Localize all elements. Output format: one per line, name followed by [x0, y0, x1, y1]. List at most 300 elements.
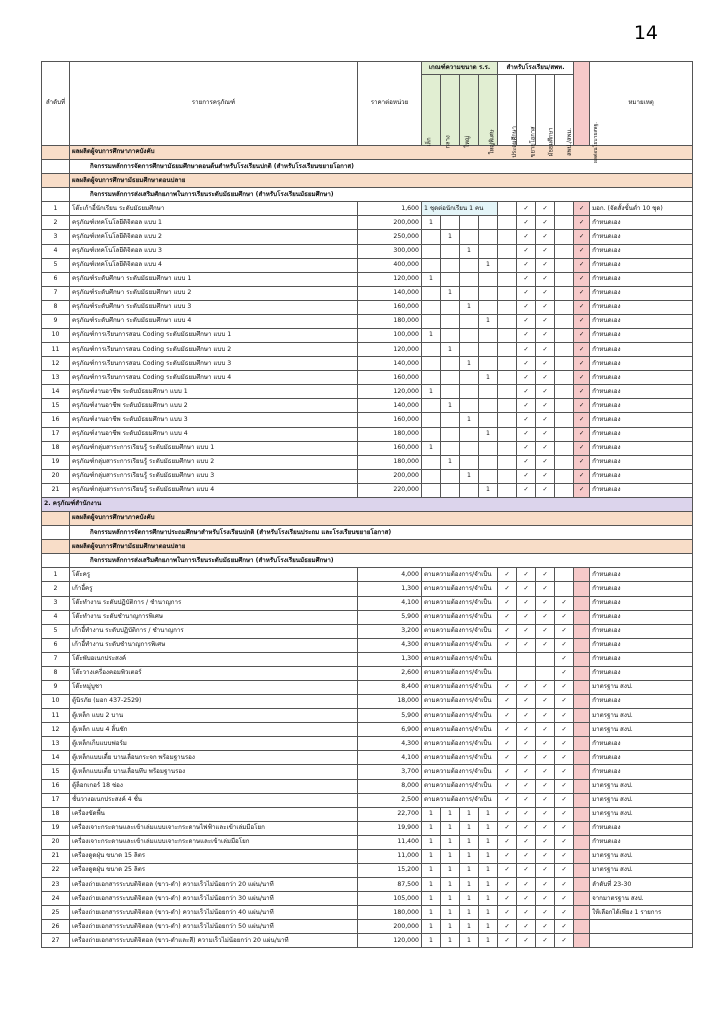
- row-no: 5: [42, 258, 70, 272]
- row-check-cell: ✓: [555, 610, 574, 624]
- section-row: [42, 497, 693, 511]
- page-number: 14: [633, 22, 658, 44]
- row-check-cell: ✓: [536, 357, 555, 371]
- row-check-cell: ✓: [555, 906, 574, 920]
- row-check-cell: [555, 427, 574, 441]
- row-price: 5,900: [358, 709, 422, 723]
- row-check-cell: ✓: [555, 779, 574, 793]
- row-check-cell: ✓: [517, 483, 536, 497]
- row-size-cell: 1: [479, 371, 498, 385]
- table-row: [42, 906, 693, 920]
- row-no: 10: [42, 695, 70, 709]
- table-row: [42, 751, 693, 765]
- row-check-cell: ✓: [517, 892, 536, 906]
- row-size-merged: ตามความต้องการ/จำเป็น: [422, 695, 498, 709]
- row-price: 400,000: [358, 258, 422, 272]
- row-no: 4: [42, 244, 70, 258]
- row-check-cell: ✓: [555, 821, 574, 835]
- row-priority-cell: [574, 892, 590, 906]
- row-remark: กำหนดเอง: [590, 483, 693, 497]
- row-priority-cell: [574, 723, 590, 737]
- row-item: ครุภัณฑ์งานอาชีพ ระดับมัธยมศึกษา แบบ 2: [70, 399, 358, 413]
- row-check-cell: ✓: [517, 906, 536, 920]
- row-check-cell: ✓: [517, 469, 536, 483]
- header-school-col: ประถมศึกษา: [498, 75, 517, 146]
- row-check-cell: ✓: [498, 920, 517, 934]
- row-check-cell: ✓: [517, 385, 536, 399]
- row-price: 4,100: [358, 596, 422, 610]
- row-item: ตู้เหล็กเก็บแบบฟอร์ม: [70, 737, 358, 751]
- row-price: 3,200: [358, 624, 422, 638]
- row-check-cell: [498, 329, 517, 343]
- row-check-cell: ✓: [517, 286, 536, 300]
- row-item: เครื่องถ่ายเอกสารระบบดิจิตอล (ขาว-ดำ) ความเร็วไม่น้อยกว่า 30 แผ่น/นาที: [70, 892, 358, 906]
- row-no: 2: [42, 582, 70, 596]
- row-check-cell: [498, 314, 517, 328]
- table-row: [42, 624, 693, 638]
- row-size-cell: [479, 300, 498, 314]
- row-check-cell: ✓: [555, 892, 574, 906]
- row-price: 180,000: [358, 906, 422, 920]
- row-size-cell: 1: [479, 821, 498, 835]
- row-remark: ลำดับที่ 23-30: [590, 878, 693, 892]
- row-size-cell: [422, 286, 441, 300]
- row-no: 20: [42, 835, 70, 849]
- row-size-cell: 1: [460, 892, 479, 906]
- row-check-cell: ✓: [536, 723, 555, 737]
- header-item: รายการครุภัณฑ์: [70, 62, 358, 146]
- row-price: 160,000: [358, 441, 422, 455]
- row-size-cell: 1: [441, 934, 460, 948]
- row-check-cell: [498, 399, 517, 413]
- row-check-cell: ✓: [536, 765, 555, 779]
- row-remark: กำหนดเอง: [590, 329, 693, 343]
- row-check-cell: ✓: [536, 793, 555, 807]
- row-size-cell: [479, 329, 498, 343]
- table-row: [42, 483, 693, 497]
- row-check-cell: ✓: [536, 329, 555, 343]
- row-size-cell: [441, 329, 460, 343]
- row-priority-cell: [574, 695, 590, 709]
- row-priority-cell: [574, 793, 590, 807]
- header-school-col: สพป./สพม.: [555, 75, 574, 146]
- table-row: [42, 807, 693, 821]
- section-row: [42, 554, 693, 568]
- row-check-cell: ✓: [517, 863, 536, 877]
- row-check-cell: ✓: [498, 582, 517, 596]
- row-check-cell: ✓: [517, 821, 536, 835]
- row-item: โต๊ะวางเครื่องคอมพิวเตอร์: [70, 666, 358, 680]
- row-size-cell: [460, 385, 479, 399]
- row-size-cell: [479, 357, 498, 371]
- row-price: 105,000: [358, 892, 422, 906]
- section-title: กิจกรรมหลักการจัดการศึกษาประถมศึกษาสำหรับโรงเรียนปกติ (สำหรับโรงเรียนประถม และโรงเรียนขยายโอกาส): [70, 526, 693, 540]
- row-item: เครื่องถ่ายเอกสารระบบดิจิตอล (ขาว-ดำ) ความเร็วไม่น้อยกว่า 40 แผ่น/นาที: [70, 906, 358, 920]
- section-no-cell: [42, 526, 70, 540]
- row-check-cell: [555, 300, 574, 314]
- row-size-cell: [460, 427, 479, 441]
- section-title: กิจกรรมหลักการจัดการศึกษามัธยมศึกษาตอนต้นสำหรับโรงเรียนปกติ (สำหรับโรงเรียนขยายโอกาส): [70, 160, 693, 174]
- table-row: [42, 202, 693, 216]
- row-priority-cell: [574, 582, 590, 596]
- row-check-cell: [498, 230, 517, 244]
- row-priority-cell: ✓: [574, 300, 590, 314]
- row-remark: กำหนดเอง: [590, 610, 693, 624]
- row-remark: กำหนดเอง: [590, 666, 693, 680]
- row-item: ครุภัณฑ์เทคโนโลยีดิจิตอล แบบ 2: [70, 230, 358, 244]
- row-item: ครุภัณฑ์ระดับศึกษา ระดับมัธยมศึกษา แบบ 2: [70, 286, 358, 300]
- row-price: 160,000: [358, 371, 422, 385]
- row-price: 200,000: [358, 469, 422, 483]
- table-row: [42, 709, 693, 723]
- row-item: เครื่องถ่ายเอกสารระบบดิจิตอล (ขาว-ดำ) ความเร็วไม่น้อยกว่า 50 แผ่น/นาที: [70, 920, 358, 934]
- row-priority-cell: ✓: [574, 399, 590, 413]
- row-check-cell: ✓: [498, 863, 517, 877]
- row-item: เครื่องเจาะกระดาษและเข้าเล่มแบบเจาะกระดาษไฟฟ้าและเข้าเล่มมือโยก: [70, 821, 358, 835]
- row-check-cell: ✓: [555, 835, 574, 849]
- row-size-cell: 1: [441, 849, 460, 863]
- row-check-cell: ✓: [555, 793, 574, 807]
- row-check-cell: ✓: [517, 455, 536, 469]
- row-no: 15: [42, 399, 70, 413]
- row-size-cell: 1: [422, 385, 441, 399]
- row-size-cell: 1: [441, 878, 460, 892]
- table-row: [42, 582, 693, 596]
- row-size-cell: [441, 469, 460, 483]
- row-check-cell: ✓: [536, 314, 555, 328]
- row-priority-cell: ✓: [574, 202, 590, 216]
- table-row: [42, 723, 693, 737]
- row-priority-cell: [574, 596, 590, 610]
- row-size-merged: ตามความต้องการ/จำเป็น: [422, 666, 498, 680]
- row-check-cell: [555, 286, 574, 300]
- row-check-cell: [498, 455, 517, 469]
- table-row: [42, 300, 693, 314]
- row-check-cell: ✓: [498, 568, 517, 582]
- row-no: 15: [42, 765, 70, 779]
- row-check-cell: ✓: [517, 230, 536, 244]
- row-size-cell: 1: [479, 314, 498, 328]
- row-size-cell: [422, 455, 441, 469]
- row-remark: ให้เลือกได้เพียง 1 รายการ: [590, 906, 693, 920]
- row-priority-cell: ✓: [574, 413, 590, 427]
- table-row: [42, 329, 693, 343]
- row-remark: กำหนดเอง: [590, 314, 693, 328]
- row-check-cell: ✓: [536, 469, 555, 483]
- row-check-cell: ✓: [517, 441, 536, 455]
- row-item: ตู้ล็อกเกอร์ 18 ช่อง: [70, 779, 358, 793]
- row-size-cell: [460, 441, 479, 455]
- table-row: [42, 343, 693, 357]
- row-remark: มาตรฐาน สงป.: [590, 849, 693, 863]
- row-check-cell: ✓: [517, 314, 536, 328]
- row-priority-cell: ✓: [574, 230, 590, 244]
- row-size-cell: 1: [422, 329, 441, 343]
- row-size-merged: ตามความต้องการ/จำเป็น: [422, 680, 498, 694]
- row-check-cell: [536, 666, 555, 680]
- header-school-group: สำหรับโรงเรียน/สพท.: [498, 62, 574, 75]
- header-size-col: ใหญ่พิเศษ: [479, 75, 498, 146]
- row-no: 8: [42, 666, 70, 680]
- row-no: 18: [42, 807, 70, 821]
- row-priority-cell: ✓: [574, 385, 590, 399]
- row-price: 100,000: [358, 329, 422, 343]
- row-priority-cell: ✓: [574, 272, 590, 286]
- table-row: [42, 835, 693, 849]
- row-price: 4,300: [358, 737, 422, 751]
- header-remark: หมายเหตุ: [590, 62, 693, 146]
- row-item: ครุภัณฑ์ระดับศึกษา ระดับมัธยมศึกษา แบบ 4: [70, 314, 358, 328]
- row-size-cell: 1: [441, 906, 460, 920]
- row-size-cell: 1: [479, 906, 498, 920]
- row-check-cell: ✓: [517, 723, 536, 737]
- row-priority-cell: ✓: [574, 441, 590, 455]
- row-check-cell: [555, 371, 574, 385]
- row-item: ครุภัณฑ์กลุ่มสาระการเรียนรู้ ระดับมัธยมศึกษา แบบ 1: [70, 441, 358, 455]
- row-check-cell: [498, 371, 517, 385]
- row-no: 26: [42, 920, 70, 934]
- row-size-cell: 1: [460, 835, 479, 849]
- row-check-cell: [498, 413, 517, 427]
- table-row: [42, 427, 693, 441]
- row-remark: กำหนดเอง: [590, 272, 693, 286]
- row-size-cell: [460, 343, 479, 357]
- row-size-cell: [441, 413, 460, 427]
- row-size-cell: 1: [479, 849, 498, 863]
- row-item: เก้าอี้ทำงาน ระดับชำนาญการพิเศษ: [70, 638, 358, 652]
- row-check-cell: [555, 329, 574, 343]
- row-check-cell: ✓: [555, 695, 574, 709]
- row-check-cell: ✓: [498, 849, 517, 863]
- row-item: ชั้นวางอเนกประสงค์ 4 ชั้น: [70, 793, 358, 807]
- row-no: 16: [42, 413, 70, 427]
- row-size-cell: 1: [441, 286, 460, 300]
- row-check-cell: ✓: [536, 343, 555, 357]
- row-check-cell: ✓: [517, 272, 536, 286]
- table-row: [42, 779, 693, 793]
- table-row: [42, 244, 693, 258]
- row-no: 9: [42, 314, 70, 328]
- row-size-cell: [441, 300, 460, 314]
- row-size-cell: 1: [422, 821, 441, 835]
- row-size-cell: [460, 258, 479, 272]
- row-priority-cell: [574, 624, 590, 638]
- row-size-cell: 1: [479, 258, 498, 272]
- row-item: ครุภัณฑ์การเรียนการสอน Coding ระดับมัธยมศึกษา แบบ 2: [70, 343, 358, 357]
- row-priority-cell: [574, 652, 590, 666]
- table-row: [42, 413, 693, 427]
- row-size-cell: [422, 357, 441, 371]
- row-priority-cell: ✓: [574, 371, 590, 385]
- row-remark: มาตรฐาน สงป.: [590, 680, 693, 694]
- row-check-cell: ✓: [517, 343, 536, 357]
- row-check-cell: ✓: [555, 849, 574, 863]
- row-remark: กำหนดเอง: [590, 230, 693, 244]
- row-check-cell: [498, 343, 517, 357]
- row-item: เครื่องดูดฝุ่น ขนาด 15 ลิตร: [70, 849, 358, 863]
- row-remark: มาตรฐาน สงป.: [590, 807, 693, 821]
- row-priority-cell: [574, 680, 590, 694]
- row-no: 7: [42, 286, 70, 300]
- row-check-cell: ✓: [555, 666, 574, 680]
- table-row: [42, 314, 693, 328]
- row-remark: กำหนดเอง: [590, 413, 693, 427]
- row-size-cell: 1: [479, 878, 498, 892]
- row-item: ครุภัณฑ์เทคโนโลยีดิจิตอล แบบ 3: [70, 244, 358, 258]
- row-size-cell: [441, 216, 460, 230]
- section-row: [42, 540, 693, 554]
- row-item: โต๊ะครู: [70, 568, 358, 582]
- row-item: ครุภัณฑ์เทคโนโลยีดิจิตอล แบบ 4: [70, 258, 358, 272]
- row-priority-cell: [574, 878, 590, 892]
- row-size-cell: [479, 244, 498, 258]
- row-size-cell: 1: [460, 920, 479, 934]
- row-remark: กำหนดเอง: [590, 244, 693, 258]
- row-check-cell: ✓: [517, 878, 536, 892]
- row-check-cell: ✓: [498, 821, 517, 835]
- table-row: [42, 258, 693, 272]
- section-row: [42, 526, 693, 540]
- row-check-cell: ✓: [498, 878, 517, 892]
- row-check-cell: ✓: [536, 835, 555, 849]
- row-size-cell: 1: [479, 892, 498, 906]
- row-size-merged: ตามความต้องการ/จำเป็น: [422, 723, 498, 737]
- row-check-cell: [555, 455, 574, 469]
- row-check-cell: [498, 469, 517, 483]
- table-row: [42, 863, 693, 877]
- row-check-cell: ✓: [498, 638, 517, 652]
- row-priority-cell: [574, 835, 590, 849]
- row-size-cell: 1: [460, 849, 479, 863]
- row-no: 9: [42, 680, 70, 694]
- row-item: เก้าอี้ทำงาน ระดับปฏิบัติการ / ชำนาญการ: [70, 624, 358, 638]
- row-priority-cell: [574, 737, 590, 751]
- row-priority-cell: [574, 849, 590, 863]
- row-price: 140,000: [358, 399, 422, 413]
- table-row: [42, 357, 693, 371]
- row-price: 4,100: [358, 751, 422, 765]
- row-check-cell: ✓: [517, 835, 536, 849]
- row-remark: กำหนดเอง: [590, 258, 693, 272]
- table-row: [42, 568, 693, 582]
- row-price: 4,000: [358, 568, 422, 582]
- row-check-cell: [498, 666, 517, 680]
- row-no: 14: [42, 751, 70, 765]
- row-check-cell: ✓: [536, 568, 555, 582]
- row-size-cell: [422, 399, 441, 413]
- row-no: 8: [42, 300, 70, 314]
- row-size-cell: 1: [441, 807, 460, 821]
- row-remark: มอก. (จัดสั้งขั้นต่ำ 10 ชุด): [590, 202, 693, 216]
- row-price: 8,400: [358, 680, 422, 694]
- row-size-cell: 1: [422, 892, 441, 906]
- row-check-cell: ✓: [536, 906, 555, 920]
- row-priority-cell: [574, 821, 590, 835]
- row-size-merged: ตามความต้องการ/จำเป็น: [422, 751, 498, 765]
- table-row: [42, 765, 693, 779]
- row-check-cell: [555, 314, 574, 328]
- row-size-cell: 1: [441, 892, 460, 906]
- row-check-cell: ✓: [555, 863, 574, 877]
- row-no: 5: [42, 624, 70, 638]
- row-check-cell: [498, 357, 517, 371]
- row-size-cell: [479, 343, 498, 357]
- section-title: ผลผลิตผู้จบการศึกษามัธยมศึกษาตอนปลาย: [70, 174, 693, 188]
- row-no: 21: [42, 849, 70, 863]
- row-no: 22: [42, 863, 70, 877]
- table-row: [42, 892, 693, 906]
- row-check-cell: [498, 244, 517, 258]
- row-check-cell: ✓: [517, 413, 536, 427]
- row-size-cell: [422, 300, 441, 314]
- row-check-cell: ✓: [555, 652, 574, 666]
- row-no: 25: [42, 906, 70, 920]
- row-check-cell: ✓: [536, 385, 555, 399]
- row-size-cell: [460, 483, 479, 497]
- row-no: 7: [42, 652, 70, 666]
- row-no: 17: [42, 793, 70, 807]
- row-check-cell: ✓: [517, 399, 536, 413]
- row-price: 180,000: [358, 455, 422, 469]
- row-size-cell: [441, 272, 460, 286]
- row-check-cell: [536, 652, 555, 666]
- row-check-cell: ✓: [517, 765, 536, 779]
- row-item: ตู้เหล็กแบบเตี้ย บานเลื่อนกระจก พร้อมฐานรอง: [70, 751, 358, 765]
- row-size-cell: [441, 258, 460, 272]
- row-remark: กำหนดเอง: [590, 343, 693, 357]
- table-row: [42, 469, 693, 483]
- row-size-cell: 1: [441, 920, 460, 934]
- row-price: 5,900: [358, 610, 422, 624]
- row-price: 120,000: [358, 385, 422, 399]
- row-size-merged: ตามความต้องการ/จำเป็น: [422, 596, 498, 610]
- section-row: [42, 512, 693, 526]
- row-check-cell: ✓: [536, 286, 555, 300]
- row-check-cell: [555, 272, 574, 286]
- row-size-cell: [460, 314, 479, 328]
- table-row: [42, 680, 693, 694]
- row-size-merged: ตามความต้องการ/จำเป็น: [422, 765, 498, 779]
- row-check-cell: ✓: [555, 638, 574, 652]
- row-remark: กำหนดเอง: [590, 751, 693, 765]
- row-size-cell: 1: [479, 863, 498, 877]
- section-title: กิจกรรมหลักการส่งเสริมศักยภาพในการเรียนระดับมัธยมศึกษา (สำหรับโรงเรียนมัธยมศึกษา): [70, 554, 693, 568]
- row-priority-cell: [574, 666, 590, 680]
- table-row: [42, 272, 693, 286]
- row-check-cell: [555, 385, 574, 399]
- row-size-cell: [479, 413, 498, 427]
- row-size-cell: 1: [422, 878, 441, 892]
- row-no: 27: [42, 934, 70, 948]
- header-price: ราคาต่อหน่วย: [358, 62, 422, 146]
- section-no-cell: [42, 512, 70, 526]
- row-item: ครุภัณฑ์ระดับศึกษา ระดับมัธยมศึกษา แบบ 1: [70, 272, 358, 286]
- row-size-cell: [441, 357, 460, 371]
- row-check-cell: ✓: [517, 751, 536, 765]
- row-check-cell: ✓: [555, 680, 574, 694]
- row-size-cell: [422, 483, 441, 497]
- row-remark: กำหนดเอง: [590, 385, 693, 399]
- row-remark: จากมาตรฐาน สงป.: [590, 892, 693, 906]
- row-size-cell: 1: [422, 807, 441, 821]
- row-remark: กำหนดเอง: [590, 286, 693, 300]
- row-check-cell: ✓: [498, 737, 517, 751]
- row-remark: กำหนดเอง: [590, 582, 693, 596]
- row-check-cell: ✓: [536, 610, 555, 624]
- row-priority-cell: [574, 920, 590, 934]
- row-size-cell: [441, 244, 460, 258]
- row-check-cell: ✓: [536, 709, 555, 723]
